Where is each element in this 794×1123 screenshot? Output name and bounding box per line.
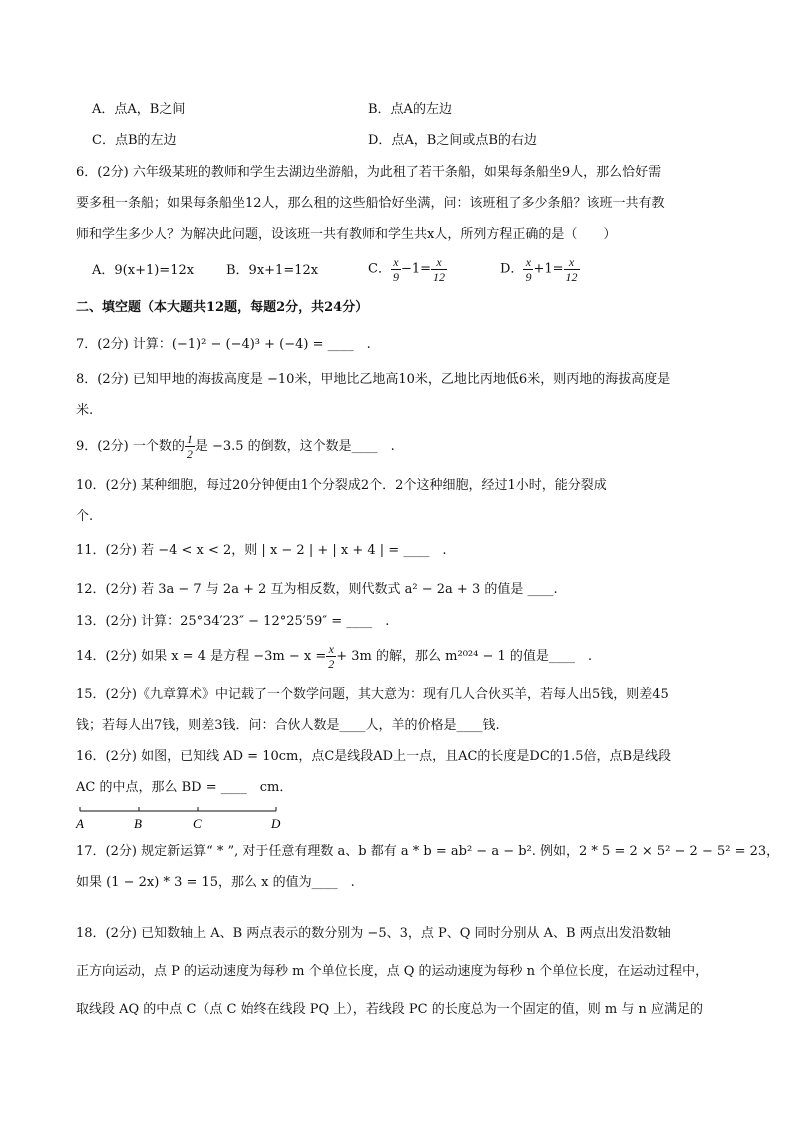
q8-line-1: 8．(2分) 已知甲地的海拔高度是 −10米，甲地比乙地高10米，乙地比丙地低6米，则丙地的海拔高度是 — [76, 372, 671, 387]
q18-line-3: 取线段 AQ 的中点 C（点 C 始终在线段 PQ 上），若线段 PC 的长度总为一个固定的值，则 m 与 n 应满足的 — [76, 1002, 703, 1017]
q5-option-a: A．点A，B之间 — [92, 102, 186, 117]
q17-line-1: 17．(2分) 规定新运算“ * ”, 对于任意有理数 a、b 都有 a * b = ab² − a − b². 例如，2 * 5 = 2 × 5² − 2 − 5² = 23， — [76, 844, 780, 859]
q18-line-2: 正方向运动，点 P 的运动速度为每秒 m 个单位长度，点 Q 的运动速度为每秒 n 个单位长度，在运动过程中， — [76, 964, 709, 979]
q6-option-d: D． $\frac{x}{9}$ +1= $\frac{x}{12}$ — [500, 255, 578, 284]
fraction: $\frac{x}{12}$ — [433, 255, 446, 284]
segment-figure — [70, 804, 290, 832]
fraction: $\frac{x}{2}$ — [328, 642, 335, 671]
q6-option-c: C． $\frac{x}{9}$ −1= $\frac{x}{12}$ — [368, 255, 446, 284]
q5-option-c: C．点B的左边 — [92, 133, 177, 148]
q9: 9．(2分) 一个数的 $\frac{1}{2}$ 是 −3.5 的倒数，这个数是____ . — [76, 432, 395, 461]
q8-line-2: 米. — [76, 403, 94, 418]
fraction: $\frac{x}{9}$ — [392, 255, 399, 284]
fraction: $\frac{x}{9}$ — [525, 255, 532, 284]
q10-line-1: 10．(2分) 某种细胞，每过20分钟便由1个分裂成2个．2个这种细胞，经过1小时，能分裂成 — [76, 478, 607, 493]
q16-line-2: AC 的中点，那么 BD = ____ cm． — [76, 780, 293, 795]
q18-line-1: 18．(2分) 已知数轴上 A、B 两点表示的数分别为 −5、3，点 P、Q 同时分别从 A、B 两点出发沿数轴 — [76, 926, 671, 941]
q5-option-d: D．点A，B之间或点B的右边 — [368, 133, 537, 148]
q11: 11．(2分) 若 −4 < x < 2，则 | x − 2 | + | x + 4 | = ____ . — [76, 543, 447, 558]
q5-option-b: B．点A的左边 — [368, 102, 452, 117]
q15-line-1: 15．(2分)《九章算术》中记载了一个数学问题，其大意为：现有几人合伙买羊，若每人出5钱，则差45 — [76, 687, 669, 702]
label-b: B — [134, 816, 142, 831]
q14: 14．(2分) 如果 x = 4 是方程 −3m − x = $\frac{x}{2}$ + 3m 的解，那么 m²⁰²⁴ − 1 的值是____ . — [76, 642, 593, 671]
label-a: A — [76, 816, 84, 831]
q17-line-2: 如果 (1 − 2x) * 3 = 15，那么 x 的值为____ . — [76, 875, 355, 890]
q6-line-3: 师和学生多少人？为解决此问题，设该班一共有教师和学生共x人，所列方程正确的是（ ） — [76, 227, 617, 242]
q10-line-2: 个. — [76, 509, 94, 524]
label-d: D — [271, 816, 281, 831]
q13: 13．(2分) 计算：25°34′23″ − 12°25′59″ = ____ . — [76, 614, 390, 629]
q15-line-2: 钱；若每人出7钱，则差3钱．问：合伙人数是____人，羊的价格是____钱. — [76, 718, 500, 733]
q6-option-a: A．9(x+1)=12x — [92, 263, 195, 278]
q6-line-2: 要多租一条船；如果每条船坐12人，那么租的这些船恰好坐满，问：该班租了多少条船？该班一共有教 — [76, 196, 665, 211]
q12: 12．(2分) 若 3a − 7 与 2a + 2 互为相反数，则代数式 a² − 2a + 3 的值是 ____. — [76, 582, 558, 597]
q6-option-b: B．9x+1=12x — [226, 263, 319, 278]
q6-line-1: 6．(2分) 六年级某班的教师和学生去湖边坐游船，为此租了若干条船，如果每条船坐9人，那么恰好需 — [76, 165, 662, 180]
section-2-title: 二、填空题（本大题共12题，每题2分，共24分） — [76, 300, 369, 315]
fraction: $\frac{x}{12}$ — [565, 255, 578, 284]
q16-line-1: 16．(2分) 如图，已知线 AD = 10cm，点C是线段AD上一点，且AC的长度是DC的1.5倍，点B是线段 — [76, 749, 672, 764]
q7: 7．(2分) 计算：(−1)² − (−4)³ + (−4) = ____ . — [76, 337, 371, 352]
label-c: C — [193, 816, 202, 831]
fraction: $\frac{1}{2}$ — [186, 432, 193, 461]
